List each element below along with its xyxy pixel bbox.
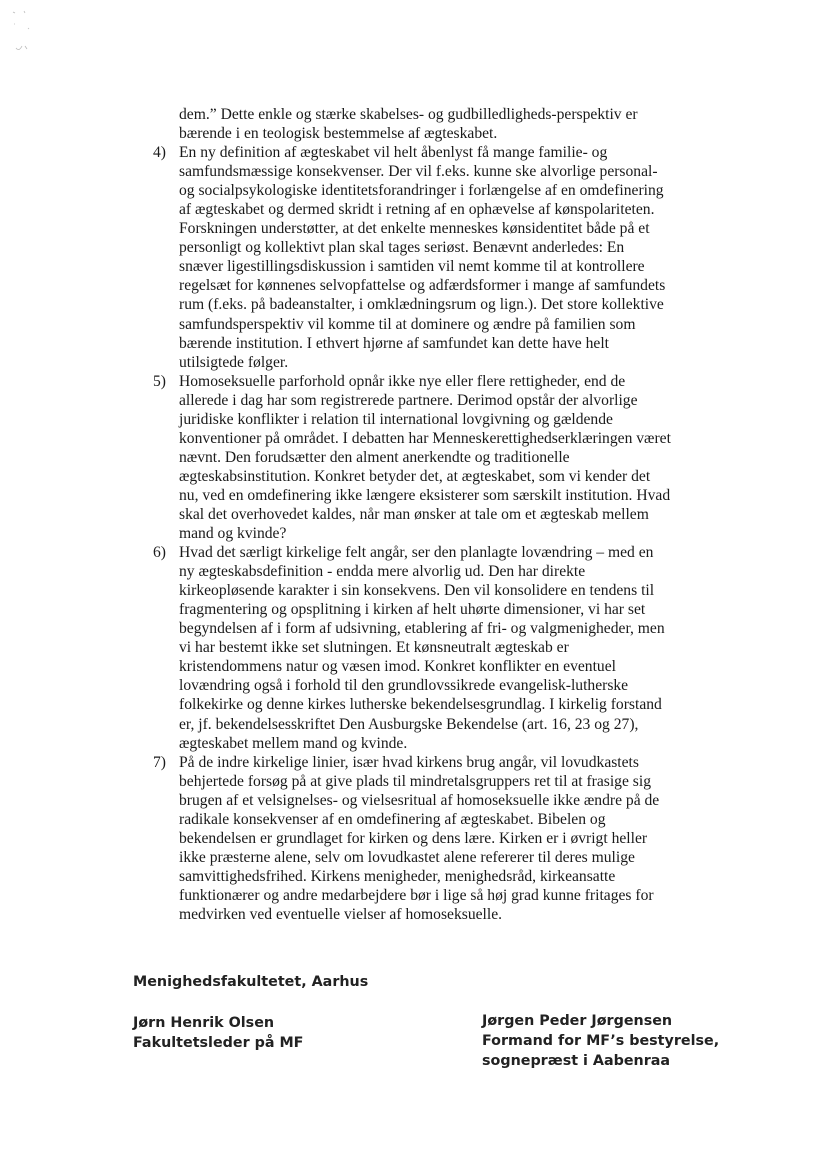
text-line: allerede i dag har som registrerede partnere. Derimod opstår der alvorlige [179,391,638,409]
text-line: ægteskabsinstitution. Konkret betyder det, at ægteskabet, som vi kender det [179,467,651,485]
text-line: samfundsmæssige konsekvenser. Der vil f.eks. kunne ske alvorlige personal- [179,163,658,181]
text-line: behjertede forsøg på at give plads til mindretalsgruppers ret til at frasige sig [179,772,652,790]
signatory-title: sognepræst i Aabenraa [482,1053,671,1069]
text-line: ny ægteskabsdefinition - endda mere alvorlig ud. Den har direkte [179,563,586,581]
text-line: regelsæt for kønnenes selvopfattelse og adfærdsformer i mange af samfundets [179,277,666,295]
text-line: En ny definition af ægteskabet vil helt åbenlyst få mange familie- og [179,144,608,162]
signatory-title: Fakultetsleder på MF [133,1035,304,1051]
text-line: rum (f.eks. på badeanstalter, i omklædningsrum og lign.). Det store kollektive [179,296,664,314]
text-line: radikale konsekvenser af en omdefinering af ægteskabet. Bibelen og [179,810,606,828]
text-line: skal det overhovedet kaldes, når man ønsker at tale om et ægteskab mellem [179,505,649,523]
signature-organization [133,972,368,992]
text-line: mand og kvinde? [179,525,287,543]
text-line: vi har bestemt ikke set slutningen. Et kønsneutralt ægteskab er [179,639,569,657]
organization-name: Menighedsfakultetet, Aarhus [133,974,369,990]
intro-line: dem.” Dette enkle og stærke skabelses- og gudbilledligheds-perspektiv er [179,106,638,123]
text-line: Hvad det særligt kirkelige felt angår, ser den planlagte lovændring – med en [179,544,654,562]
scan-artifact-mark [10,8,34,58]
text-line: Homoseksuelle parforhold opnår ikke nye eller flere rettigheder, end de [179,372,626,390]
list-item-number: 7) [153,753,166,771]
list-item-number: 4) [153,144,166,162]
list-item-number: 6) [153,544,166,562]
text-line: konventioner på området. I debatten har Menneskerettighedserklæringen været [179,429,671,447]
list-item [135,372,715,543]
intro-line: bærende i en teologisk bestemmelse af ægteskabet. [179,125,498,143]
text-line: snæver ligestillingsdiskussion i samtiden vil nemt komme til at kontrollere [179,258,645,276]
list-item-text [179,372,715,543]
text-line: ægteskabet mellem mand og kvinde. [179,734,408,752]
text-line: kirkeopløsende karakter i sin konsekvens. Den vil konsolidere en tendens til [179,582,655,600]
signatory-name: Jørgen Peder Jørgensen [482,1013,673,1029]
text-line: medvirken ved eventuelle vielser af homoseksuelle. [179,905,503,923]
text-line: samvittighedsfrihed. Kirkens menigheder, menighedsråd, kirkeansatte [179,867,616,885]
text-line: folkekirke og denne kirkes lutherske bekendelsesgrundlag. I kirkelig forstand [179,696,662,714]
text-line: bekendelsen er grundlaget for kirken og dens lære. Kirken er i øvrigt heller [179,829,648,847]
text-line: nu, ved en omdefinering ikke længere eksisterer som særskilt institution. Hvad [179,486,671,504]
list-item [135,543,715,753]
text-line: kristendommens natur og væsen imod. Konkret konflikter en eventuel [179,658,616,676]
text-line: samfundsperspektiv vil komme til at dominere og ændre på familien som [179,315,636,333]
text-line: lovændring også i forhold til den grundlovssikrede evangelisk-lutherske [179,677,629,695]
text-line: juridiske konflikter i relation til international lovgivning og gældende [179,410,613,428]
text-line: ikke præsterne alene, selv om lovudkastet alene refererer til deres mulige [179,848,635,866]
document-body [135,105,715,924]
text-line: På de indre kirkelige linier, især hvad kirkens brug angår, vil lovudkastets [179,753,639,771]
text-line: begyndelsen af i form af udsivning, etablering af fri- og valgmenigheder, men [179,620,665,638]
text-line: funktionærer og andre medarbejdere bør i lige så høj grad kunne fritages for [179,886,654,904]
text-line: af ægteskabet og dermed skridt i retning af en ophævelse af kønspolariteten. [179,201,655,219]
list-item-number: 5) [153,372,166,390]
text-line: bærende institution. I ethvert hjørne af samfundet kan dette have helt [179,334,609,352]
list-item-text [179,543,715,753]
list-item-text [179,143,715,372]
list-item [135,143,715,372]
text-line: fragmentering og opsplitning i kirken af helt uhørte dimensioner, vi har set [179,601,646,619]
text-line: brugen af et velsignelses- og vielsesritual af homoseksuelle ikke ændre på de [179,791,660,809]
signatory-title: Formand for MF’s bestyrelse, [482,1033,720,1049]
text-line: personligt og kollektivt plan skal tages seriøst. Benævnt anderledes: En [179,239,625,257]
text-line: er, jf. bekendelsesskriftet Den Ausburgske Bekendelse (art. 16, 23 og 27), [179,715,639,733]
intro-paragraph [135,105,715,143]
list-item [135,753,715,924]
text-line: og socialpsykologiske identitetsforandringer i forlængelse af en omdefinering [179,182,664,200]
text-line: Forskningen understøtter, at det enkelte menneskes kønsidentitet både på et [179,220,650,238]
text-line: nævnt. Den forudsætter den alment anerkendte og traditionelle [179,448,570,466]
signatory-name: Jørn Henrik Olsen [133,1015,275,1031]
list-item-text [179,753,715,924]
text-line: utilsigtede følger. [179,353,289,371]
signature-block-right [482,1011,719,1071]
signature-block-left [133,1013,303,1053]
